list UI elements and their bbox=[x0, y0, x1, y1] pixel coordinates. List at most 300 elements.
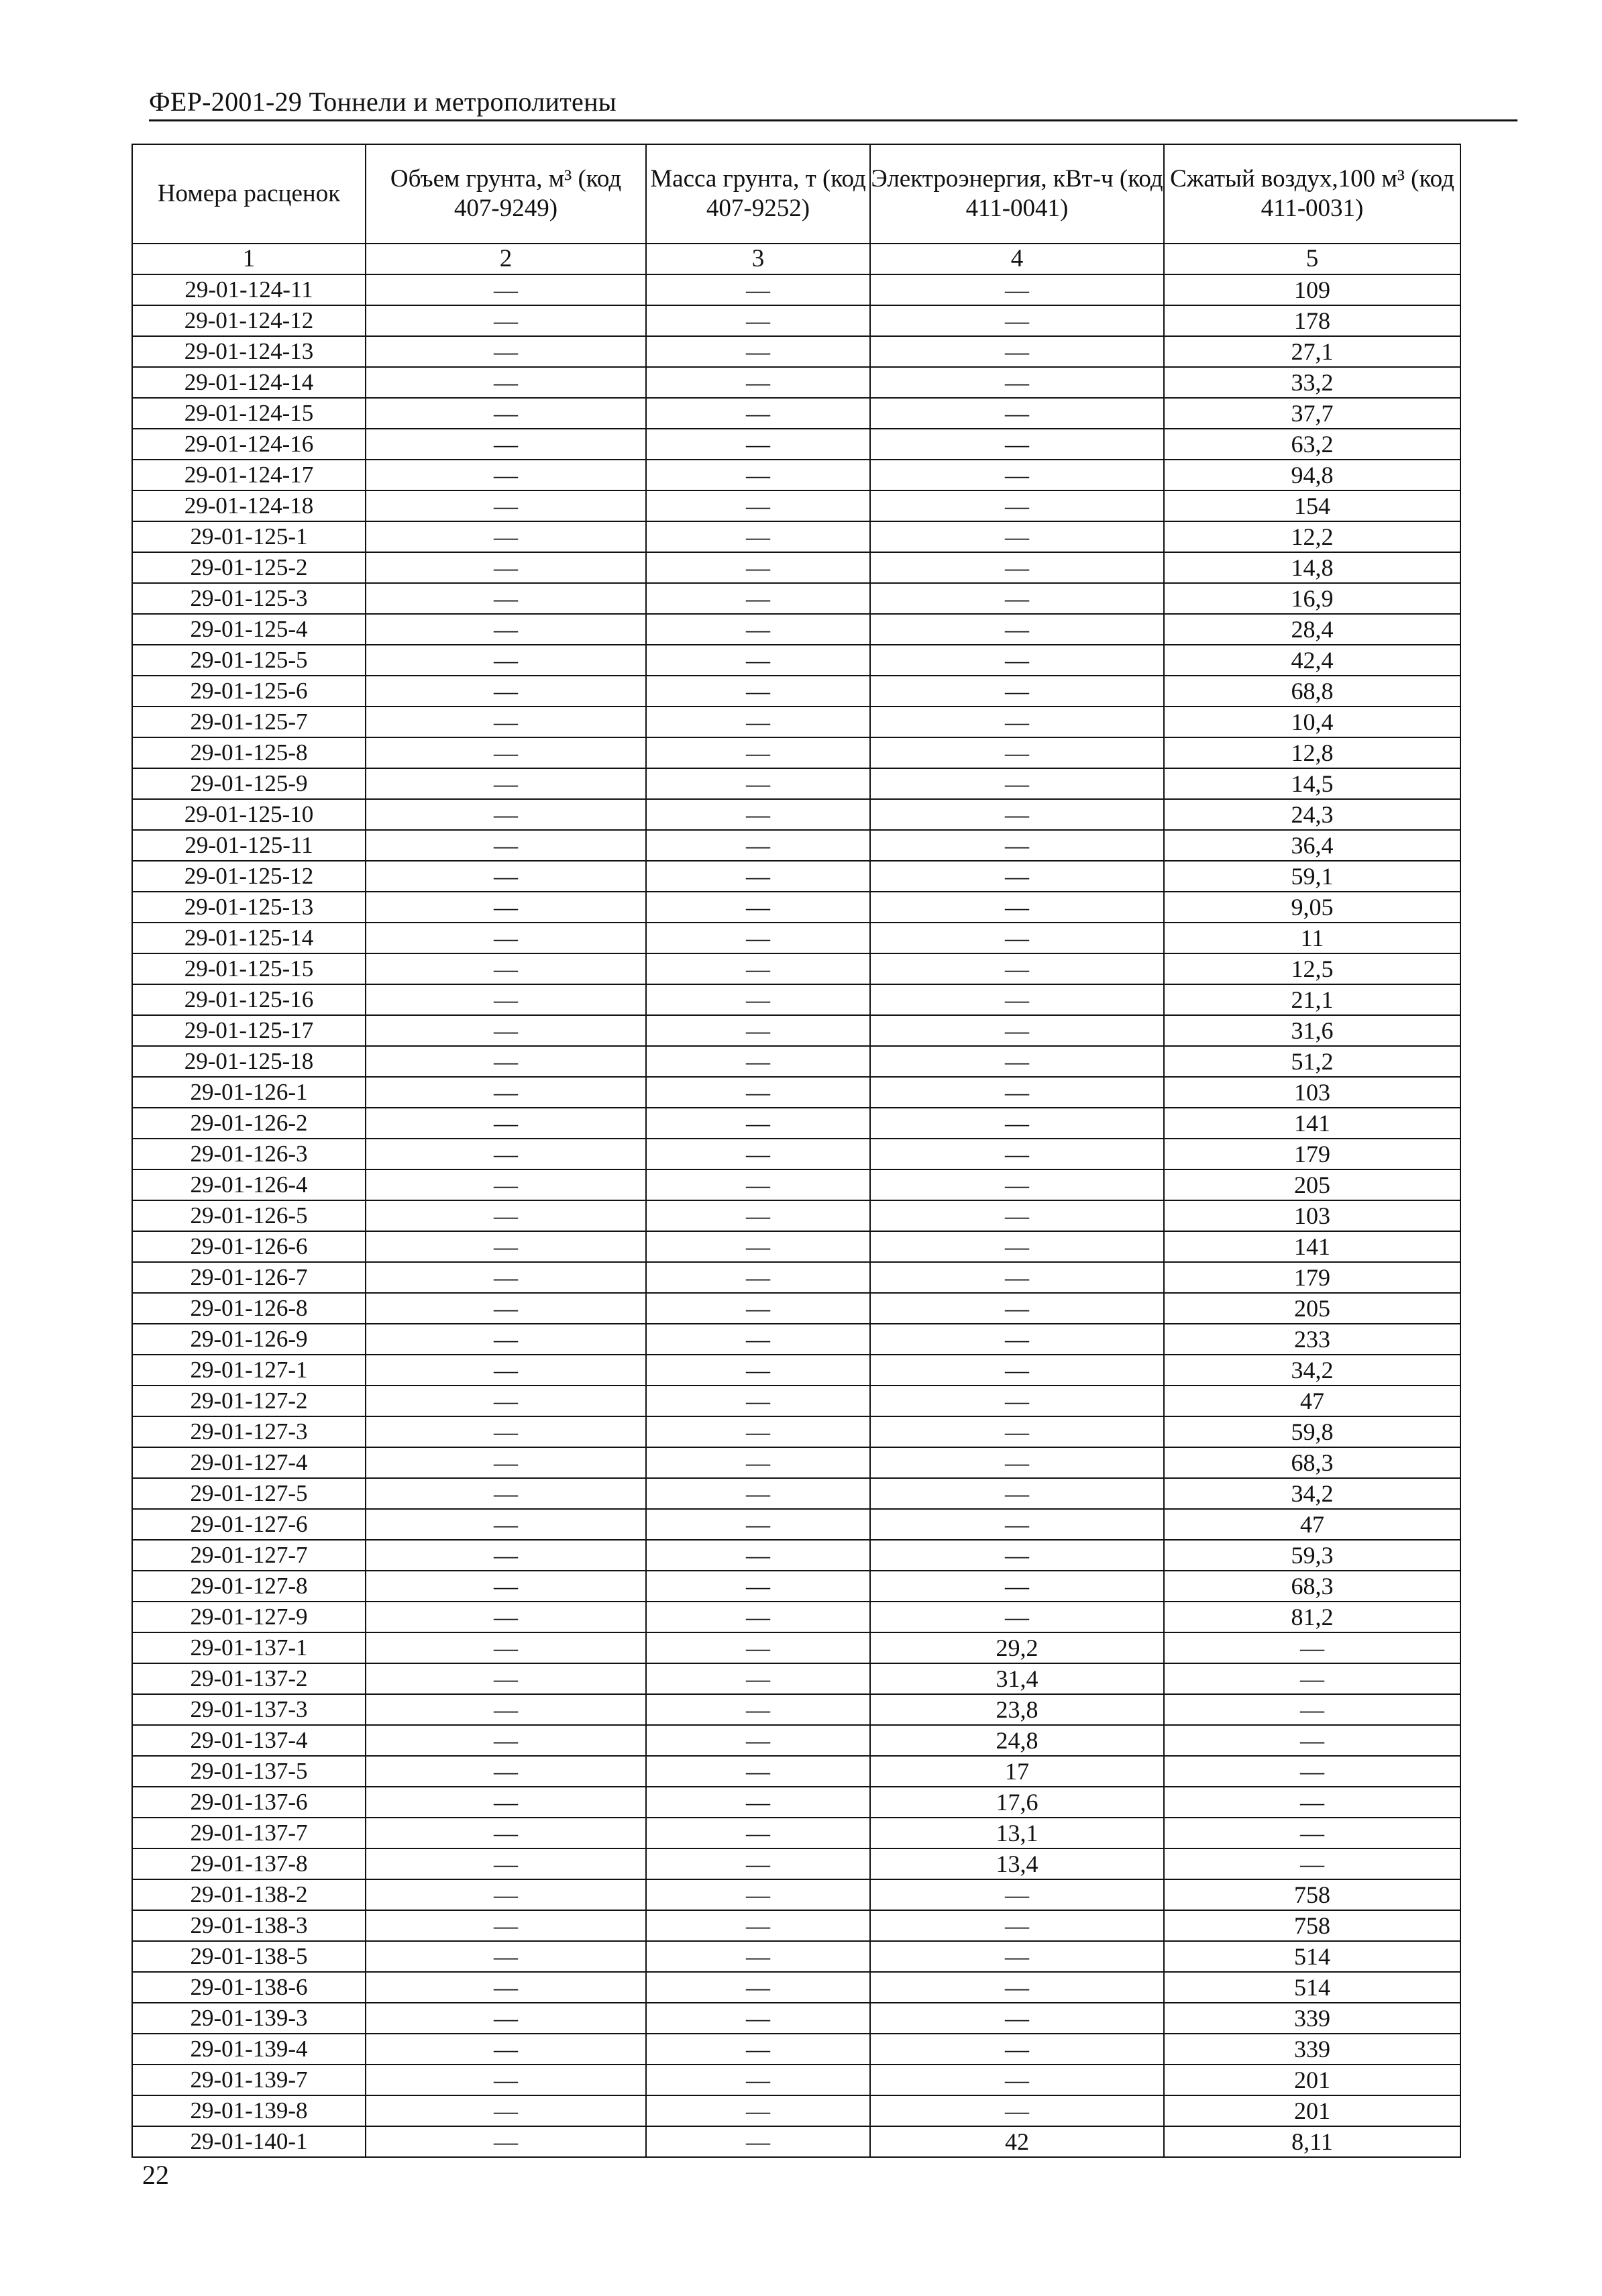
value-cell: 63,2 bbox=[1164, 429, 1460, 460]
value-cell: — bbox=[870, 1293, 1164, 1324]
value-cell: — bbox=[646, 645, 870, 676]
table-row bbox=[132, 2003, 1460, 2034]
table-row bbox=[132, 336, 1460, 367]
value-cell: 59,8 bbox=[1164, 1416, 1460, 1447]
value-cell: — bbox=[1164, 1848, 1460, 1879]
table-row bbox=[132, 861, 1460, 892]
value-cell: — bbox=[366, 861, 646, 892]
value-cell: 31,4 bbox=[870, 1663, 1164, 1694]
value-cell: — bbox=[1164, 1725, 1460, 1756]
table-row bbox=[132, 429, 1460, 460]
value-cell: 205 bbox=[1164, 1293, 1460, 1324]
value-cell: — bbox=[870, 923, 1164, 953]
rate-number-cell: 29-01-124-14 bbox=[132, 367, 366, 398]
value-cell: 758 bbox=[1164, 1879, 1460, 1910]
value-cell: — bbox=[646, 1262, 870, 1293]
table-row bbox=[132, 892, 1460, 923]
value-cell: — bbox=[646, 1108, 870, 1139]
value-cell: — bbox=[870, 460, 1164, 490]
value-cell: 205 bbox=[1164, 1169, 1460, 1200]
rate-number-cell: 29-01-124-18 bbox=[132, 490, 366, 521]
value-cell: — bbox=[366, 830, 646, 861]
table-row bbox=[132, 1694, 1460, 1725]
table-row bbox=[132, 552, 1460, 583]
value-cell: 47 bbox=[1164, 1509, 1460, 1540]
rate-number-cell: 29-01-126-3 bbox=[132, 1139, 366, 1169]
value-cell: — bbox=[646, 1787, 870, 1818]
table-row bbox=[132, 1509, 1460, 1540]
value-cell: 141 bbox=[1164, 1231, 1460, 1262]
value-cell: — bbox=[870, 1540, 1164, 1571]
value-cell: — bbox=[646, 274, 870, 305]
rate-number-cell: 29-01-139-4 bbox=[132, 2034, 366, 2065]
value-cell: — bbox=[366, 552, 646, 583]
value-cell: — bbox=[366, 2126, 646, 2157]
value-cell: 103 bbox=[1164, 1200, 1460, 1231]
value-cell: — bbox=[366, 1077, 646, 1108]
value-cell: — bbox=[366, 1416, 646, 1447]
rate-number-cell: 29-01-127-4 bbox=[132, 1447, 366, 1478]
table-row bbox=[132, 305, 1460, 336]
value-cell: 141 bbox=[1164, 1108, 1460, 1139]
value-cell: — bbox=[870, 274, 1164, 305]
table-row bbox=[132, 1200, 1460, 1231]
value-cell: — bbox=[366, 305, 646, 336]
table-row bbox=[132, 1663, 1460, 1694]
value-cell: — bbox=[870, 707, 1164, 737]
value-cell: — bbox=[1164, 1787, 1460, 1818]
table-row bbox=[132, 2034, 1460, 2065]
value-cell: — bbox=[646, 1571, 870, 1602]
value-cell: — bbox=[366, 1293, 646, 1324]
value-cell: 9,05 bbox=[1164, 892, 1460, 923]
value-cell: — bbox=[870, 1478, 1164, 1509]
value-cell: 24,8 bbox=[870, 1725, 1164, 1756]
value-cell: 37,7 bbox=[1164, 398, 1460, 429]
value-cell: — bbox=[366, 398, 646, 429]
value-cell: — bbox=[646, 614, 870, 645]
column-number: 2 bbox=[366, 244, 646, 274]
table-row bbox=[132, 953, 1460, 984]
table-row bbox=[132, 614, 1460, 645]
rate-number-cell: 29-01-125-9 bbox=[132, 768, 366, 799]
value-cell: — bbox=[646, 1818, 870, 1848]
value-cell: — bbox=[870, 799, 1164, 830]
rate-number-cell: 29-01-137-7 bbox=[132, 1818, 366, 1848]
value-cell: — bbox=[870, 737, 1164, 768]
table-row bbox=[132, 768, 1460, 799]
table-row bbox=[132, 1108, 1460, 1139]
value-cell: — bbox=[366, 953, 646, 984]
table-row bbox=[132, 799, 1460, 830]
rate-number-cell: 29-01-137-4 bbox=[132, 1725, 366, 1756]
value-cell: 11 bbox=[1164, 923, 1460, 953]
value-cell: — bbox=[646, 1602, 870, 1632]
table-row bbox=[132, 1910, 1460, 1941]
value-cell: — bbox=[870, 892, 1164, 923]
column-header: Масса грунта, т (код 407-9252) bbox=[646, 144, 870, 244]
rate-number-cell: 29-01-125-7 bbox=[132, 707, 366, 737]
value-cell: — bbox=[870, 583, 1164, 614]
value-cell: 59,3 bbox=[1164, 1540, 1460, 1571]
value-cell: 34,2 bbox=[1164, 1478, 1460, 1509]
table-row bbox=[132, 1231, 1460, 1262]
value-cell: — bbox=[366, 1632, 646, 1663]
value-cell: — bbox=[646, 2126, 870, 2157]
table-row bbox=[132, 1756, 1460, 1787]
value-cell: — bbox=[646, 1663, 870, 1694]
value-cell: — bbox=[366, 1571, 646, 1602]
value-cell: — bbox=[646, 1139, 870, 1169]
table-row bbox=[132, 2095, 1460, 2126]
value-cell: — bbox=[646, 2003, 870, 2034]
value-cell: 33,2 bbox=[1164, 367, 1460, 398]
value-cell: 8,11 bbox=[1164, 2126, 1460, 2157]
value-cell: 17 bbox=[870, 1756, 1164, 1787]
value-cell: — bbox=[366, 1910, 646, 1941]
value-cell: — bbox=[646, 1540, 870, 1571]
value-cell: — bbox=[870, 1602, 1164, 1632]
value-cell: — bbox=[870, 614, 1164, 645]
value-cell: — bbox=[646, 953, 870, 984]
value-cell: — bbox=[366, 1139, 646, 1169]
table-row bbox=[132, 1416, 1460, 1447]
value-cell: 179 bbox=[1164, 1139, 1460, 1169]
value-cell: — bbox=[870, 552, 1164, 583]
value-cell: — bbox=[646, 1848, 870, 1879]
table-row bbox=[132, 1848, 1460, 1879]
table-row bbox=[132, 1386, 1460, 1416]
rate-number-cell: 29-01-127-7 bbox=[132, 1540, 366, 1571]
rate-number-cell: 29-01-127-6 bbox=[132, 1509, 366, 1540]
rate-number-cell: 29-01-137-8 bbox=[132, 1848, 366, 1879]
rate-number-cell: 29-01-127-3 bbox=[132, 1416, 366, 1447]
value-cell: 59,1 bbox=[1164, 861, 1460, 892]
value-cell: — bbox=[366, 460, 646, 490]
value-cell: — bbox=[1164, 1756, 1460, 1787]
value-cell: — bbox=[366, 1108, 646, 1139]
value-cell: — bbox=[646, 1046, 870, 1077]
value-cell: — bbox=[646, 583, 870, 614]
rate-number-cell: 29-01-137-3 bbox=[132, 1694, 366, 1725]
value-cell: — bbox=[870, 1262, 1164, 1293]
value-cell: 81,2 bbox=[1164, 1602, 1460, 1632]
table-row bbox=[132, 1447, 1460, 1478]
value-cell: — bbox=[646, 429, 870, 460]
value-cell: — bbox=[870, 2095, 1164, 2126]
value-cell: 514 bbox=[1164, 1941, 1460, 1972]
rate-number-cell: 29-01-125-10 bbox=[132, 799, 366, 830]
rate-number-cell: 29-01-139-7 bbox=[132, 2065, 366, 2095]
table-row bbox=[132, 1046, 1460, 1077]
value-cell: — bbox=[646, 305, 870, 336]
value-cell: 201 bbox=[1164, 2095, 1460, 2126]
value-cell: — bbox=[870, 1509, 1164, 1540]
value-cell: — bbox=[366, 1046, 646, 1077]
rate-number-cell: 29-01-126-1 bbox=[132, 1077, 366, 1108]
value-cell: — bbox=[646, 1200, 870, 1231]
value-cell: — bbox=[646, 521, 870, 552]
value-cell: — bbox=[870, 1910, 1164, 1941]
value-cell: — bbox=[646, 861, 870, 892]
table-row bbox=[132, 1787, 1460, 1818]
value-cell: — bbox=[366, 1694, 646, 1725]
value-cell: — bbox=[870, 1139, 1164, 1169]
value-cell: — bbox=[870, 984, 1164, 1015]
value-cell: — bbox=[646, 799, 870, 830]
value-cell: — bbox=[870, 2003, 1164, 2034]
table-row bbox=[132, 1972, 1460, 2003]
value-cell: — bbox=[646, 336, 870, 367]
table-row bbox=[132, 1941, 1460, 1972]
rate-number-cell: 29-01-125-2 bbox=[132, 552, 366, 583]
value-cell: — bbox=[870, 768, 1164, 799]
rate-number-cell: 29-01-140-1 bbox=[132, 2126, 366, 2157]
value-cell: — bbox=[366, 336, 646, 367]
value-cell: — bbox=[646, 1077, 870, 1108]
value-cell: 758 bbox=[1164, 1910, 1460, 1941]
value-cell: — bbox=[366, 676, 646, 707]
value-cell: — bbox=[646, 1478, 870, 1509]
rates-table bbox=[131, 144, 1461, 2158]
rate-number-cell: 29-01-125-16 bbox=[132, 984, 366, 1015]
rate-number-cell: 29-01-137-2 bbox=[132, 1663, 366, 1694]
value-cell: 16,9 bbox=[1164, 583, 1460, 614]
value-cell: 10,4 bbox=[1164, 707, 1460, 737]
value-cell: — bbox=[366, 1663, 646, 1694]
value-cell: — bbox=[366, 583, 646, 614]
value-cell: — bbox=[646, 1169, 870, 1200]
value-cell: — bbox=[870, 1324, 1164, 1355]
value-cell: — bbox=[646, 1910, 870, 1941]
value-cell: 12,2 bbox=[1164, 521, 1460, 552]
value-cell: — bbox=[646, 1879, 870, 1910]
table-row bbox=[132, 521, 1460, 552]
rate-number-cell: 29-01-127-5 bbox=[132, 1478, 366, 1509]
value-cell: 94,8 bbox=[1164, 460, 1460, 490]
table-row bbox=[132, 367, 1460, 398]
rate-number-cell: 29-01-125-5 bbox=[132, 645, 366, 676]
table-row bbox=[132, 1139, 1460, 1169]
value-cell: — bbox=[870, 490, 1164, 521]
value-cell: — bbox=[870, 2034, 1164, 2065]
value-cell: — bbox=[646, 1293, 870, 1324]
table-row bbox=[132, 1540, 1460, 1571]
rate-number-cell: 29-01-125-18 bbox=[132, 1046, 366, 1077]
value-cell: — bbox=[646, 1941, 870, 1972]
table-row bbox=[132, 1879, 1460, 1910]
value-cell: — bbox=[646, 768, 870, 799]
table-row bbox=[132, 2065, 1460, 2095]
table-row bbox=[132, 1169, 1460, 1200]
value-cell: 12,8 bbox=[1164, 737, 1460, 768]
value-cell: — bbox=[1164, 1663, 1460, 1694]
value-cell: — bbox=[366, 2003, 646, 2034]
value-cell: 154 bbox=[1164, 490, 1460, 521]
value-cell: — bbox=[366, 1262, 646, 1293]
value-cell: — bbox=[646, 1694, 870, 1725]
value-cell: — bbox=[366, 429, 646, 460]
table-row bbox=[132, 274, 1460, 305]
value-cell: — bbox=[366, 1509, 646, 1540]
value-cell: — bbox=[1164, 1632, 1460, 1663]
column-number: 1 bbox=[132, 244, 366, 274]
table-row bbox=[132, 398, 1460, 429]
value-cell: 103 bbox=[1164, 1077, 1460, 1108]
value-cell: — bbox=[870, 1015, 1164, 1046]
rate-number-cell: 29-01-125-14 bbox=[132, 923, 366, 953]
value-cell: 179 bbox=[1164, 1262, 1460, 1293]
rate-number-cell: 29-01-125-8 bbox=[132, 737, 366, 768]
value-cell: — bbox=[366, 923, 646, 953]
rate-number-cell: 29-01-125-4 bbox=[132, 614, 366, 645]
value-cell: 14,8 bbox=[1164, 552, 1460, 583]
value-cell: — bbox=[646, 1416, 870, 1447]
value-cell: — bbox=[366, 1478, 646, 1509]
table-row bbox=[132, 1632, 1460, 1663]
rate-number-cell: 29-01-124-13 bbox=[132, 336, 366, 367]
rate-number-cell: 29-01-126-4 bbox=[132, 1169, 366, 1200]
value-cell: — bbox=[870, 1447, 1164, 1478]
rate-number-cell: 29-01-125-3 bbox=[132, 583, 366, 614]
table-row bbox=[132, 645, 1460, 676]
value-cell: 28,4 bbox=[1164, 614, 1460, 645]
rate-number-cell: 29-01-138-3 bbox=[132, 1910, 366, 1941]
value-cell: 339 bbox=[1164, 2003, 1460, 2034]
table-row bbox=[132, 923, 1460, 953]
value-cell: 34,2 bbox=[1164, 1355, 1460, 1386]
value-cell: 339 bbox=[1164, 2034, 1460, 2065]
page-header: ФЕР-2001-29 Тоннели и метрополитены bbox=[149, 87, 617, 117]
value-cell: — bbox=[366, 1787, 646, 1818]
value-cell: 68,3 bbox=[1164, 1447, 1460, 1478]
rate-number-cell: 29-01-126-8 bbox=[132, 1293, 366, 1324]
column-header: Сжатый воздух,100 м³ (код 411-0031) bbox=[1164, 144, 1460, 244]
value-cell: — bbox=[646, 923, 870, 953]
rate-number-cell: 29-01-125-11 bbox=[132, 830, 366, 861]
value-cell: — bbox=[870, 830, 1164, 861]
value-cell: 21,1 bbox=[1164, 984, 1460, 1015]
table-row bbox=[132, 1293, 1460, 1324]
value-cell: — bbox=[870, 305, 1164, 336]
column-number-row bbox=[132, 244, 1460, 274]
value-cell: — bbox=[646, 1447, 870, 1478]
value-cell: — bbox=[870, 429, 1164, 460]
value-cell: — bbox=[646, 1509, 870, 1540]
value-cell: 51,2 bbox=[1164, 1046, 1460, 1077]
rate-number-cell: 29-01-124-17 bbox=[132, 460, 366, 490]
value-cell: — bbox=[366, 2095, 646, 2126]
value-cell: — bbox=[366, 799, 646, 830]
value-cell: — bbox=[366, 2034, 646, 2065]
value-cell: — bbox=[366, 274, 646, 305]
value-cell: — bbox=[366, 1200, 646, 1231]
header-rule bbox=[149, 119, 1517, 121]
rate-number-cell: 29-01-125-12 bbox=[132, 861, 366, 892]
table-row bbox=[132, 2126, 1460, 2157]
value-cell: — bbox=[646, 737, 870, 768]
value-cell: — bbox=[366, 1231, 646, 1262]
rate-number-cell: 29-01-124-15 bbox=[132, 398, 366, 429]
value-cell: 233 bbox=[1164, 1324, 1460, 1355]
table-row bbox=[132, 1324, 1460, 1355]
rate-number-cell: 29-01-139-8 bbox=[132, 2095, 366, 2126]
table-row bbox=[132, 1015, 1460, 1046]
value-cell: — bbox=[366, 1848, 646, 1879]
value-cell: — bbox=[646, 707, 870, 737]
table-row bbox=[132, 1262, 1460, 1293]
value-cell: — bbox=[366, 1756, 646, 1787]
rate-number-cell: 29-01-125-6 bbox=[132, 676, 366, 707]
table-row bbox=[132, 583, 1460, 614]
value-cell: — bbox=[646, 984, 870, 1015]
column-header: Электроэнергия, кВт-ч (код 411-0041) bbox=[870, 144, 1164, 244]
value-cell: — bbox=[646, 2034, 870, 2065]
value-cell: — bbox=[366, 1602, 646, 1632]
rate-number-cell: 29-01-124-16 bbox=[132, 429, 366, 460]
value-cell: 14,5 bbox=[1164, 768, 1460, 799]
value-cell: — bbox=[646, 398, 870, 429]
rate-number-cell: 29-01-137-6 bbox=[132, 1787, 366, 1818]
value-cell: — bbox=[646, 676, 870, 707]
value-cell: — bbox=[870, 398, 1164, 429]
page-number: 22 bbox=[142, 2160, 169, 2190]
rate-number-cell: 29-01-126-9 bbox=[132, 1324, 366, 1355]
table-row bbox=[132, 1478, 1460, 1509]
value-cell: — bbox=[870, 1571, 1164, 1602]
value-cell: 109 bbox=[1164, 274, 1460, 305]
value-cell: — bbox=[646, 892, 870, 923]
table-row bbox=[132, 1077, 1460, 1108]
value-cell: — bbox=[366, 521, 646, 552]
value-cell: — bbox=[366, 367, 646, 398]
table-row bbox=[132, 830, 1460, 861]
value-cell: — bbox=[366, 1169, 646, 1200]
rate-number-cell: 29-01-125-15 bbox=[132, 953, 366, 984]
column-number: 3 bbox=[646, 244, 870, 274]
value-cell: — bbox=[870, 1879, 1164, 1910]
value-cell: 29,2 bbox=[870, 1632, 1164, 1663]
value-cell: 13,4 bbox=[870, 1848, 1164, 1879]
value-cell: — bbox=[870, 861, 1164, 892]
table-row bbox=[132, 984, 1460, 1015]
table-body bbox=[132, 274, 1460, 2157]
rate-number-cell: 29-01-125-1 bbox=[132, 521, 366, 552]
value-cell: 201 bbox=[1164, 2065, 1460, 2095]
value-cell: — bbox=[646, 552, 870, 583]
value-cell: — bbox=[366, 645, 646, 676]
value-cell: — bbox=[870, 1941, 1164, 1972]
value-cell: — bbox=[646, 1324, 870, 1355]
value-cell: — bbox=[646, 1015, 870, 1046]
table-header-row bbox=[132, 144, 1460, 244]
rate-number-cell: 29-01-138-2 bbox=[132, 1879, 366, 1910]
value-cell: 42 bbox=[870, 2126, 1164, 2157]
value-cell: — bbox=[870, 1416, 1164, 1447]
value-cell: — bbox=[870, 1355, 1164, 1386]
value-cell: — bbox=[646, 1632, 870, 1663]
table-row bbox=[132, 676, 1460, 707]
value-cell: — bbox=[366, 1324, 646, 1355]
value-cell: — bbox=[1164, 1818, 1460, 1848]
value-cell: — bbox=[646, 490, 870, 521]
value-cell: — bbox=[366, 1015, 646, 1046]
value-cell: — bbox=[646, 2065, 870, 2095]
value-cell: 47 bbox=[1164, 1386, 1460, 1416]
value-cell: — bbox=[366, 2065, 646, 2095]
table-row bbox=[132, 1602, 1460, 1632]
value-cell: 31,6 bbox=[1164, 1015, 1460, 1046]
